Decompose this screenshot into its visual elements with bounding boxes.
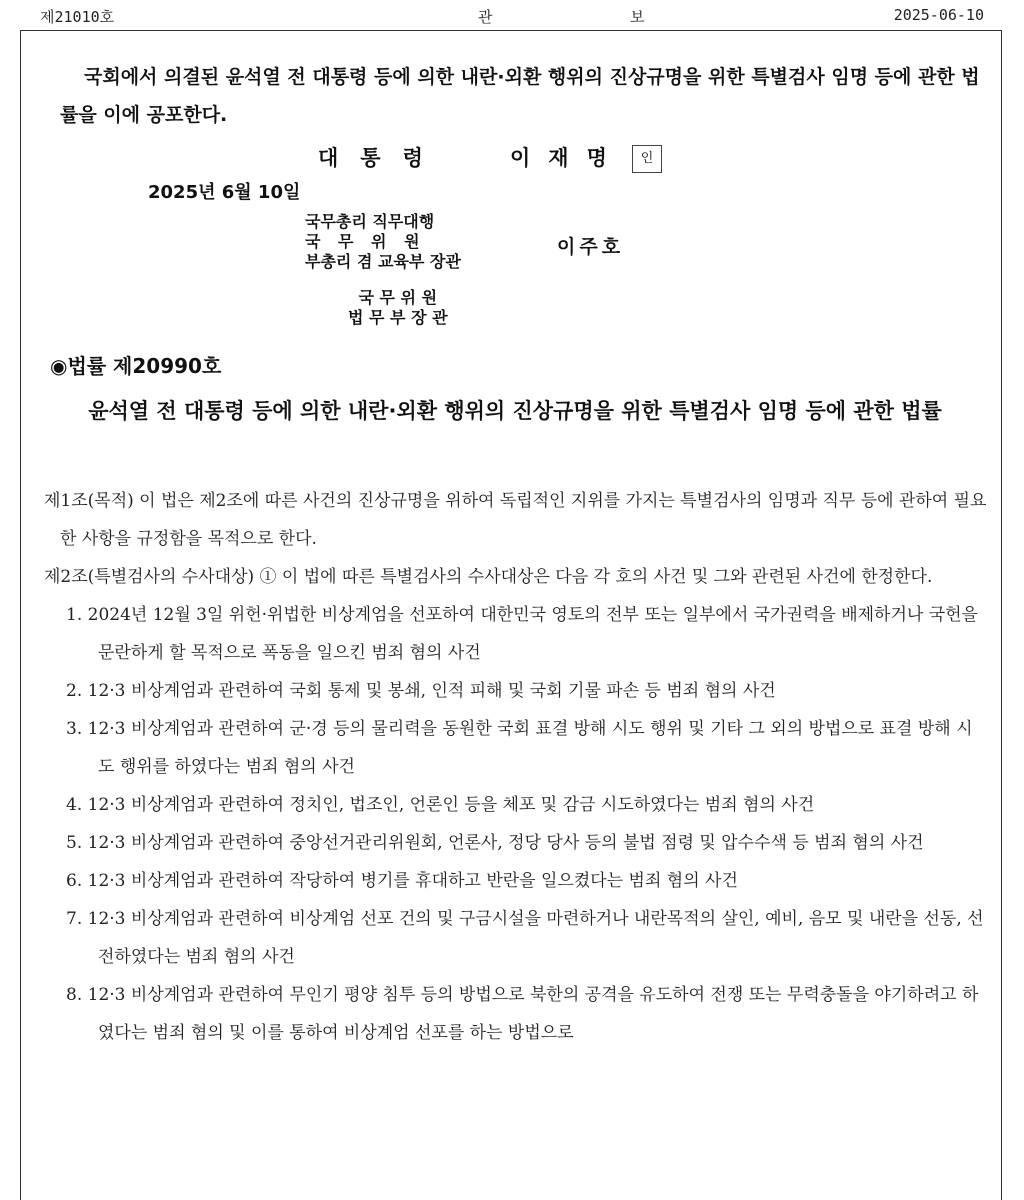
- promulgation-date: 2025년 6월 10일: [148, 182, 301, 203]
- law-body: [44, 482, 988, 1052]
- issue-number: 제21010호: [40, 8, 115, 26]
- article-2: 제2조(특별검사의 수사대상) ① 이 법에 따른 특별검사의 수사대상은 다음 각 호의 사건 및 그와 관련된 사건에 한정한다.: [44, 567, 933, 587]
- list-item: 6. 12·3 비상계엄과 관련하여 작당하여 병기를 휴대하고 반란을 일으켰다는 범죄 혐의 사건: [66, 871, 738, 891]
- list-item: 5. 12·3 비상계엄과 관련하여 중앙선거관리위원회, 언론사, 정당 당사 등의 불법 점령 및 압수수색 등 범죄 혐의 사건: [66, 833, 924, 853]
- seal-stamp: 인: [632, 145, 662, 173]
- list-item: 4. 12·3 비상계엄과 관련하여 정치인, 법조인, 언론인 등을 체포 및 감금 시도하였다는 범죄 혐의 사건: [66, 795, 815, 815]
- law-number: ◉법률 제20990호: [50, 354, 222, 378]
- minister1-line: 국 무 위 원: [305, 232, 426, 251]
- minister1-titles: [305, 212, 461, 272]
- article-1: 제1조(목적) 이 법은 제2조에 따른 사건의 진상규명을 위하여 독립적인 지위를 가지는 특별검사의 임명과 직무 등에 관하여 필요한 사항을 규정함을 목적으로 한다.: [44, 491, 987, 549]
- president-title: 대통령: [318, 146, 445, 170]
- gazette-title-left: 관: [478, 8, 493, 26]
- issue-date: 2025-06-10: [893, 6, 984, 24]
- law-title: 윤석열 전 대통령 등에 의한 내란·외환 행위의 진상규명을 위한 특별검사 임명 등에 관한 법률: [88, 399, 942, 423]
- list-item: 1. 2024년 12월 3일 위헌·위법한 비상계엄을 선포하여 대한민국 영토의 전부 또는 일부에서 국가권력을 배제하거나 국헌을 문란하게 할 목적으로 폭동을 일으킨 범죄 혐의 사건: [66, 605, 978, 663]
- gazette-header: [0, 0, 1024, 30]
- minister1-line: 부총리 겸 교육부 장관: [305, 252, 461, 271]
- minister1-line: 국무총리 직무대행: [305, 212, 435, 231]
- minister2-line: 법 무 부 장 관: [348, 308, 448, 327]
- gazette-title-right: 보: [630, 8, 645, 26]
- list-item: 2. 12·3 비상계엄과 관련하여 국회 통제 및 봉쇄, 인적 피해 및 국회 기물 파손 등 범죄 혐의 사건: [66, 681, 776, 701]
- minister2-titles: [348, 288, 448, 328]
- list-item: 8. 12·3 비상계엄과 관련하여 무인기 평양 침투 등의 방법으로 북한의 공격을 유도하여 전쟁 또는 무력충돌을 야기하려고 하였다는 범죄 혐의 및 이를 통하여 비상계엄 선포를 하는 방법으로: [66, 985, 979, 1043]
- list-item: 3. 12·3 비상계엄과 관련하여 군·경 등의 물리력을 동원한 국회 표결 방해 시도 행위 및 기타 그 외의 방법으로 표결 방해 시도 행위를 하였다는 범죄 혐의 사건: [66, 719, 973, 777]
- list-item: 7. 12·3 비상계엄과 관련하여 비상계엄 선포 건의 및 구금시설을 마련하거나 내란목적의 살인, 예비, 음모 및 내란을 선동, 선전하였다는 범죄 혐의 사건: [66, 909, 984, 967]
- minister2-line: 국 무 위 원: [358, 288, 438, 307]
- president-name: 이재명: [510, 146, 625, 170]
- minister1-name: 이주호: [557, 236, 625, 258]
- promulgation-text: 국회에서 의결된 윤석열 전 대통령 등에 의한 내란·외환 행위의 진상규명을 위한 특별검사 임명 등에 관한 법률을 이에 공포한다.: [60, 66, 980, 126]
